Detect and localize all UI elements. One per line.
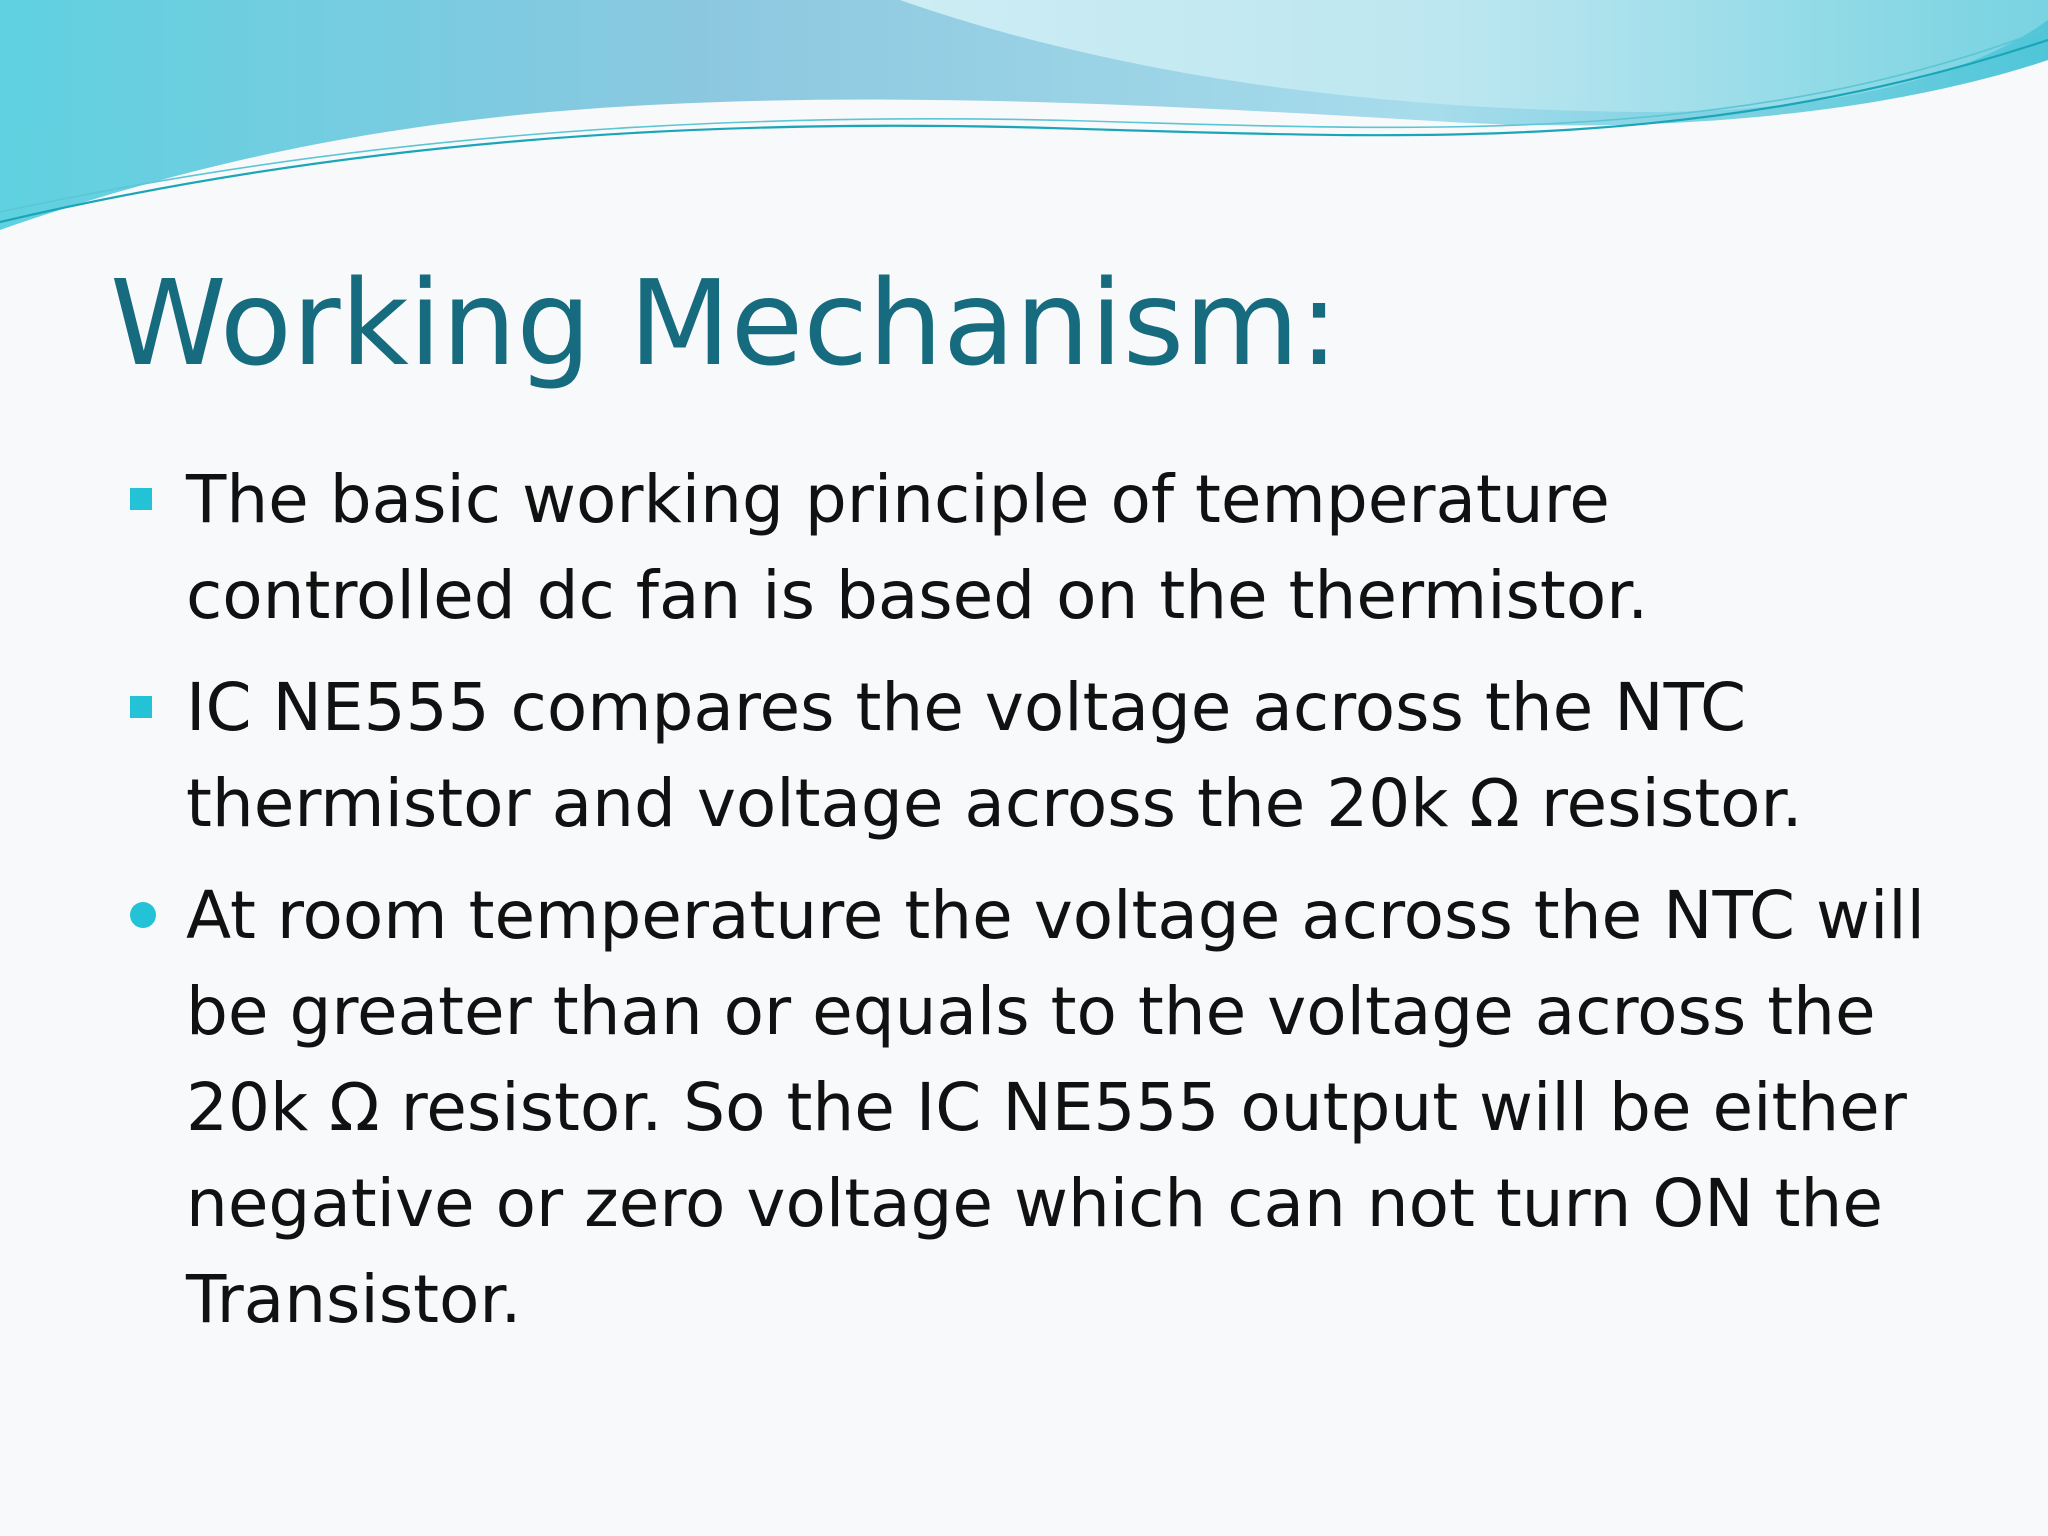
slide-title: Working Mechanism: xyxy=(110,254,1339,392)
header-wave-decoration xyxy=(0,0,2048,240)
square-bullet-icon xyxy=(130,488,152,510)
bullet-item xyxy=(0,660,1946,852)
bullet-text: The basic working principle of temperature controlled dc fan is based on the thermistor. xyxy=(186,461,1649,634)
bullet-list xyxy=(0,452,2048,1364)
bullet-item xyxy=(0,452,1946,644)
bullet-text: IC NE555 compares the voltage across the NTC thermistor and voltage across the 20k Ω resistor. xyxy=(186,669,1803,842)
bullet-text: At room temperature the voltage across the NTC will be greater than or equals to the voltage across the 20k Ω resistor. So the IC NE555 output will be either negative or zero voltage which can not turn ON the Transistor. xyxy=(186,877,1925,1338)
square-bullet-icon xyxy=(130,696,152,718)
round-bullet-icon xyxy=(130,902,156,928)
bullet-item xyxy=(0,868,1946,1348)
